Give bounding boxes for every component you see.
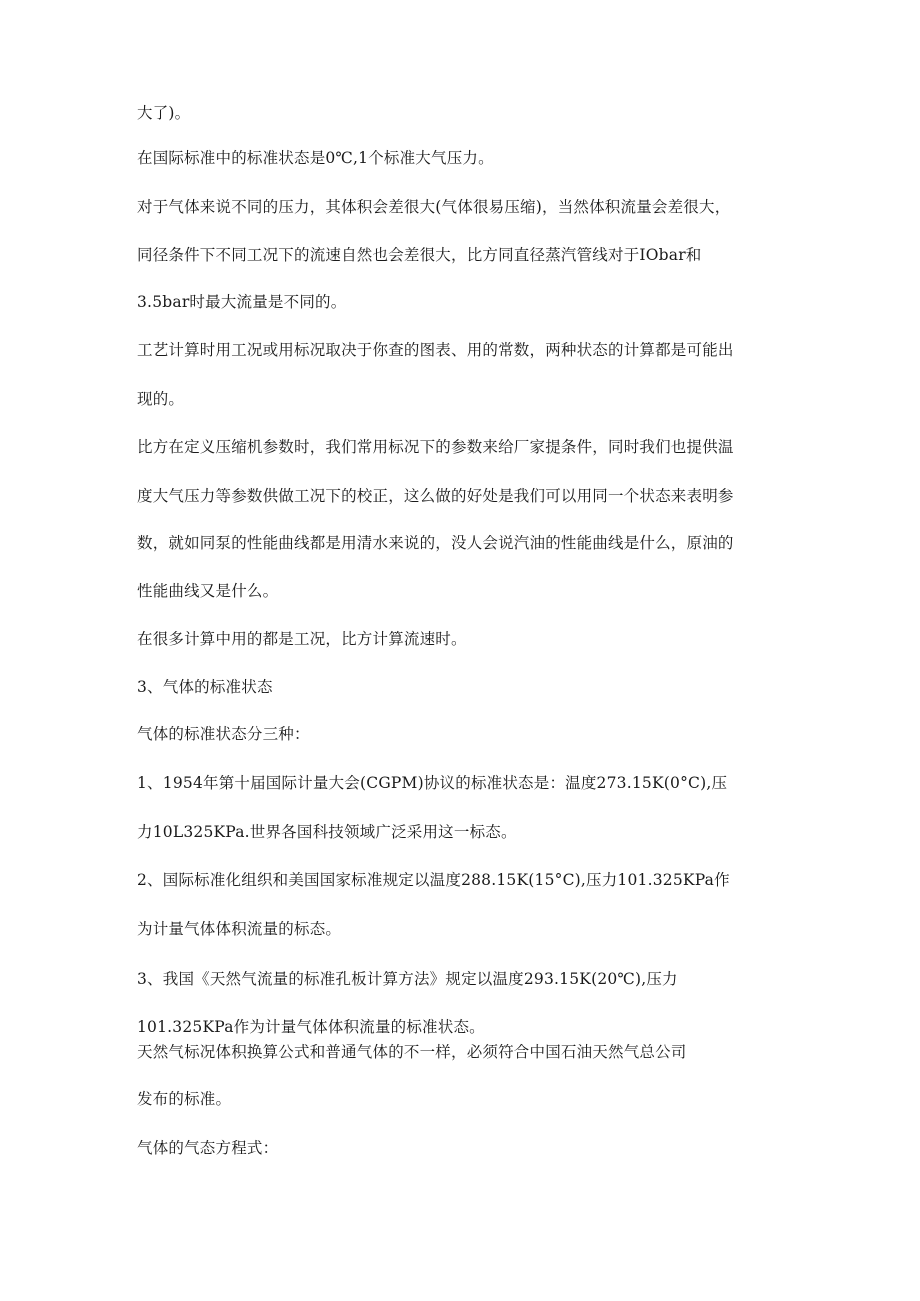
list-item-line: 101.325KPa作为计量气体体积流量的标准状态。 xyxy=(137,1018,485,1036)
paragraph-line: 对于气体来说不同的压力，其体积会差很大(气体很易压缩)，当然体积流量会差很大， xyxy=(137,198,731,216)
list-item-line: 1、1954年第十届国际计量大会(CGPM)协议的标准状态是：温度273.15K(0°C),压 xyxy=(137,774,728,792)
list-item-line: 2、国际标准化组织和美国国家标准规定以温度288.15K(15°C),压力101.325KPa作 xyxy=(137,871,730,889)
paragraph-line: 大了)。 xyxy=(137,104,191,122)
paragraph-line: 度大气压力等参数供做工况下的校正，这么做的好处是我们可以用同一个状态来表明参 xyxy=(137,487,734,505)
paragraph-line: 天然气标况体积换算公式和普通气体的不一样，必须符合中国石油天然气总公司 xyxy=(137,1043,687,1061)
list-item-line: 力10L325KPa.世界各国科技领域广泛采用这一标态。 xyxy=(137,823,517,841)
paragraph-line: 现的。 xyxy=(137,390,185,408)
paragraph-line: 气体的标准状态分三种： xyxy=(137,725,310,743)
paragraph-line: 气体的气态方程式： xyxy=(137,1139,279,1157)
paragraph-line: 3.5bar时最大流量是不同的。 xyxy=(137,293,347,311)
paragraph-line: 工艺计算时用工况或用标况取决于你查的图表、用的常数，两种状态的计算都是可能出 xyxy=(137,341,734,359)
paragraph-line: 同径条件下不同工况下的流速自然也会差很大，比方同直径蒸汽管线对于IObar和 xyxy=(137,246,702,264)
list-item-line: 为计量气体体积流量的标态。 xyxy=(137,920,342,938)
paragraph-line: 在国际标准中的标准状态是0℃,1个标准大气压力。 xyxy=(137,149,494,167)
paragraph-line: 性能曲线又是什么。 xyxy=(137,582,279,600)
paragraph-line: 比方在定义压缩机参数时，我们常用标况下的参数来给厂家提条件，同时我们也提供温 xyxy=(137,438,734,456)
section-heading: 3、气体的标准状态 xyxy=(137,678,273,696)
paragraph-line: 在很多计算中用的都是工况，比方计算流速时。 xyxy=(137,630,467,648)
paragraph-line: 数，就如同泵的性能曲线都是用清水来说的，没人会说汽油的性能曲线是什么，原油的 xyxy=(137,534,734,552)
paragraph-line: 发布的标准。 xyxy=(137,1090,232,1108)
list-item-line: 3、我国《天然气流量的标准孔板计算方法》规定以温度293.15K(20℃),压力 xyxy=(137,970,678,988)
